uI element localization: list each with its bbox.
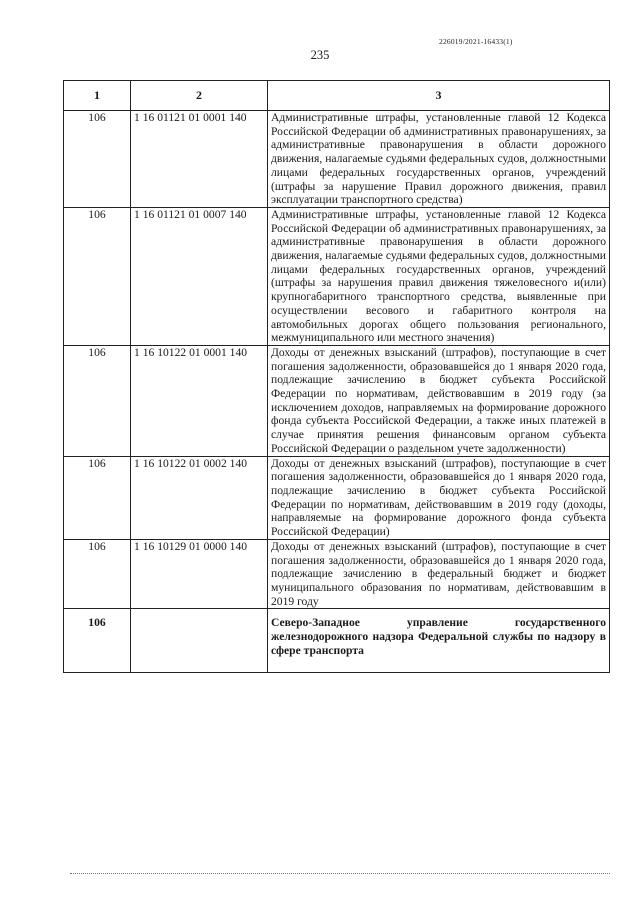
table-row	[64, 456, 610, 539]
budget-code-cell: 1 16 10122 01 0002 140	[131, 456, 268, 539]
column-header-3: 3	[268, 81, 610, 111]
section-title-cell: Северо-Западное управление государственного железнодорожного надзора Федеральной службы по надзору в сфере транспорта	[268, 609, 610, 673]
budget-code-cell: 1 16 01121 01 0007 140	[131, 207, 268, 345]
column-header-1: 1	[64, 81, 131, 111]
admin-code-cell: 106	[64, 609, 131, 673]
budget-code-cell: 1 16 10122 01 0001 140	[131, 345, 268, 456]
admin-code-cell: 106	[64, 345, 131, 456]
section-header-row	[64, 609, 610, 673]
column-header-2: 2	[131, 81, 268, 111]
budget-classification-table	[63, 80, 610, 673]
description-cell: Административные штрафы, установленные главой 12 Кодекса Российской Федерации об административных правонарушениях, за административные правонарушения в области дорожного движения, налагаемые судьями федеральных судов, должностными лицами федеральных государственных органов, учреждений (штрафы за нарушение Правил дорожного движения, правил эксплуатации транспортного средства)	[268, 111, 610, 208]
admin-code-cell: 106	[64, 456, 131, 539]
description-cell: Доходы от денежных взысканий (штрафов), поступающие в счет погашения задолженности, образовавшейся до 1 января 2020 года, подлежащие зачислению в бюджет субъекта Российской Федерации по нормативам, действовавшим в 2019 году (доходы, направляемые на формирование дорожного фонда субъекта Российской Федерации)	[268, 456, 610, 539]
admin-code-cell: 106	[64, 111, 131, 208]
budget-code-cell: 1 16 10129 01 0000 140	[131, 539, 268, 609]
description-cell: Административные штрафы, установленные главой 12 Кодекса Российской Федерации об административных правонарушениях, за административные правонарушения в области дорожного движения, налагаемые судьями федеральных судов, должностными лицами федеральных государственных органов, учреждений (штрафы за нарушения правил движения тяжеловесного и(или) крупногабаритного транспортного средства, выявленные при осуществлении весового и габаритного контроля на автомобильных дорогах общего пользования регионального, межмуниципального или местного значения)	[268, 207, 610, 345]
table-row	[64, 111, 610, 208]
budget-code-cell: 1 16 01121 01 0001 140	[131, 111, 268, 208]
description-cell: Доходы от денежных взысканий (штрафов), поступающие в счет погашения задолженности, образовавшейся до 1 января 2020 года, подлежащие зачислению в федеральный бюджет и бюджет муниципального образования по нормативам, действовавшим в 2019 году	[268, 539, 610, 609]
table-row	[64, 207, 610, 345]
budget-code-cell	[131, 609, 268, 673]
page-number: 235	[310, 48, 330, 62]
admin-code-cell: 106	[64, 207, 131, 345]
table-row	[64, 539, 610, 609]
footer-divider	[70, 873, 610, 874]
admin-code-cell: 106	[64, 539, 131, 609]
table-row	[64, 345, 610, 456]
description-cell: Доходы от денежных взысканий (штрафов), поступающие в счет погашения задолженности, образовавшейся до 1 января 2020 года, подлежащие зачислению в бюджет субъекта Российской Федерации по нормативам, действовавшим в 2019 году (за исключением доходов, направляемых на формирование дорожного фонда субъекта Российской Федерации, а также иных платежей в случае принятия решения финансовым органом субъекта Российской Федерации о раздельном учете задолженности)	[268, 345, 610, 456]
document-id: 226019/2021-16433(1)	[439, 37, 513, 46]
table-header-row	[64, 81, 610, 111]
